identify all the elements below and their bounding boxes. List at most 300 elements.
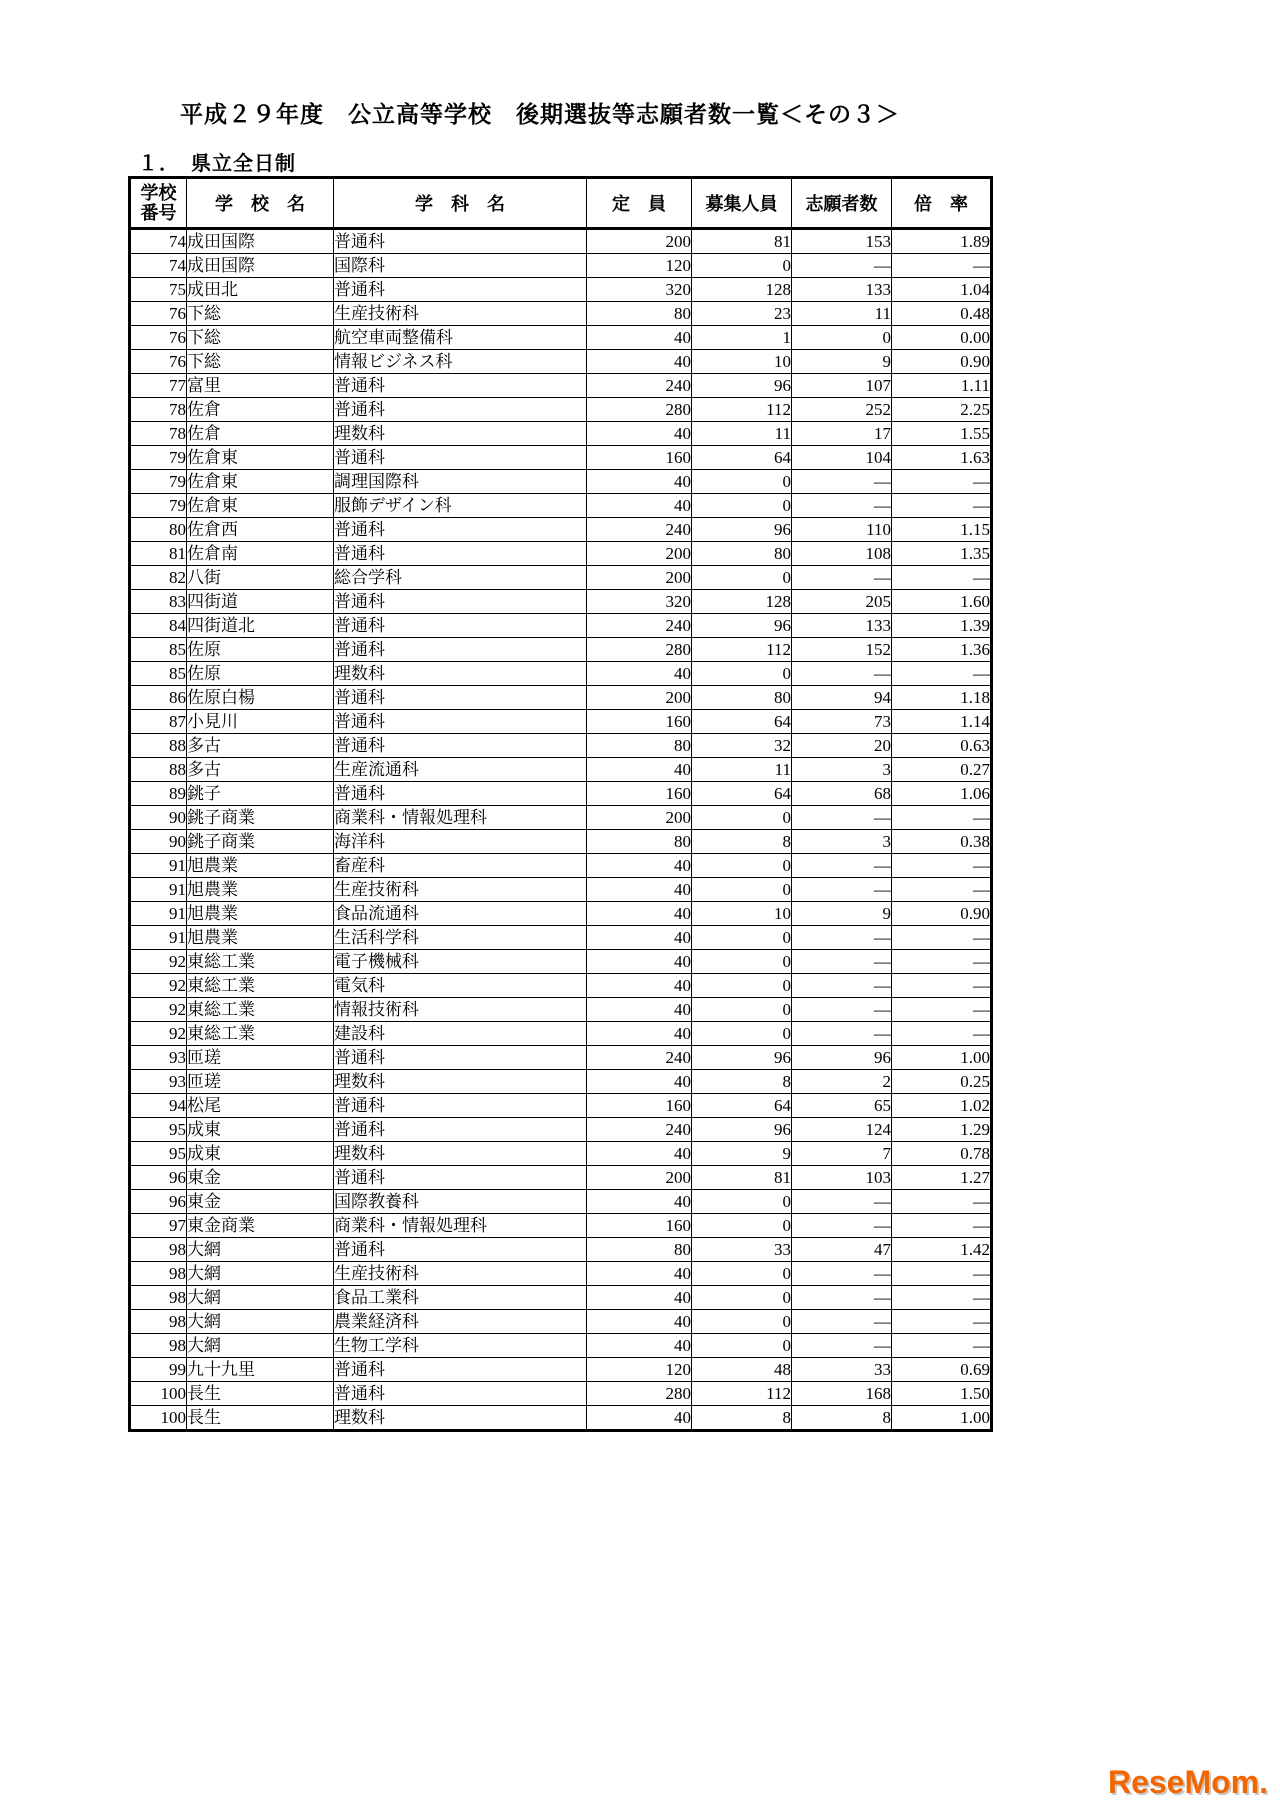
cell-capacity: 240 <box>587 1046 692 1070</box>
cell-recruitment: 33 <box>692 1238 792 1262</box>
table-row <box>130 830 992 854</box>
table-row <box>130 1190 992 1214</box>
cell-applicants: ― <box>792 974 892 998</box>
cell-department: 普通科 <box>334 518 587 542</box>
cell-school-number: 78 <box>130 398 187 422</box>
cell-school-name: 東金 <box>187 1190 334 1214</box>
cell-capacity: 200 <box>587 1166 692 1190</box>
cell-capacity: 40 <box>587 902 692 926</box>
cell-department: 航空車両整備科 <box>334 326 587 350</box>
cell-applicants: 0 <box>792 326 892 350</box>
cell-ratio: 0.90 <box>892 350 992 374</box>
cell-school-name: 佐原 <box>187 662 334 686</box>
cell-department: 普通科 <box>334 1166 587 1190</box>
cell-school-name: 下総 <box>187 326 334 350</box>
cell-capacity: 80 <box>587 302 692 326</box>
cell-department: 総合学科 <box>334 566 587 590</box>
cell-capacity: 200 <box>587 806 692 830</box>
table-row <box>130 1358 992 1382</box>
cell-ratio: 2.25 <box>892 398 992 422</box>
table-row <box>130 1070 992 1094</box>
table-row <box>130 1310 992 1334</box>
cell-ratio: 0.25 <box>892 1070 992 1094</box>
cell-school-number: 79 <box>130 446 187 470</box>
table-row <box>130 326 992 350</box>
cell-applicants: 107 <box>792 374 892 398</box>
cell-capacity: 40 <box>587 854 692 878</box>
table-row <box>130 806 992 830</box>
cell-school-name: 銚子 <box>187 782 334 806</box>
cell-ratio: ― <box>892 950 992 974</box>
cell-capacity: 240 <box>587 1118 692 1142</box>
cell-department: 理数科 <box>334 662 587 686</box>
cell-ratio: 1.50 <box>892 1382 992 1406</box>
cell-school-name: 九十九里 <box>187 1358 334 1382</box>
cell-school-name: 松尾 <box>187 1094 334 1118</box>
cell-ratio: ― <box>892 470 992 494</box>
cell-ratio: 1.29 <box>892 1118 992 1142</box>
cell-school-number: 76 <box>130 302 187 326</box>
table-row <box>130 1142 992 1166</box>
cell-applicants: ― <box>792 806 892 830</box>
cell-ratio: 1.00 <box>892 1406 992 1431</box>
table-row <box>130 374 992 398</box>
resemom-logo: ReseMom. <box>1107 1764 1268 1800</box>
cell-department: 普通科 <box>334 374 587 398</box>
cell-school-name: 銚子商業 <box>187 806 334 830</box>
table-row <box>130 734 992 758</box>
cell-capacity: 40 <box>587 974 692 998</box>
cell-school-name: 佐倉 <box>187 422 334 446</box>
cell-school-number: 87 <box>130 710 187 734</box>
cell-department: 理数科 <box>334 1142 587 1166</box>
table-row <box>130 254 992 278</box>
cell-recruitment: 96 <box>692 1046 792 1070</box>
cell-recruitment: 96 <box>692 614 792 638</box>
cell-applicants: ― <box>792 1262 892 1286</box>
cell-applicants: 9 <box>792 902 892 926</box>
cell-school-name: 富里 <box>187 374 334 398</box>
cell-school-number: 91 <box>130 854 187 878</box>
cell-applicants: ― <box>792 1190 892 1214</box>
cell-school-number: 78 <box>130 422 187 446</box>
cell-applicants: 9 <box>792 350 892 374</box>
cell-school-number: 99 <box>130 1358 187 1382</box>
table-row <box>130 1238 992 1262</box>
cell-ratio: 1.35 <box>892 542 992 566</box>
cell-capacity: 240 <box>587 614 692 638</box>
table-row <box>130 542 992 566</box>
header-recruitment: 募集人員 <box>692 178 792 229</box>
cell-ratio: 0.90 <box>892 902 992 926</box>
cell-department: 普通科 <box>334 710 587 734</box>
cell-school-name: 佐倉東 <box>187 446 334 470</box>
cell-capacity: 40 <box>587 422 692 446</box>
cell-department: 普通科 <box>334 398 587 422</box>
cell-school-name: 佐倉 <box>187 398 334 422</box>
cell-school-number: 74 <box>130 229 187 254</box>
header-ratio: 倍 率 <box>892 178 992 229</box>
cell-applicants: ― <box>792 494 892 518</box>
cell-school-number: 91 <box>130 926 187 950</box>
header-school-number-line2: 番号 <box>140 203 177 223</box>
cell-school-number: 98 <box>130 1238 187 1262</box>
cell-school-number: 83 <box>130 590 187 614</box>
cell-applicants: 96 <box>792 1046 892 1070</box>
cell-school-number: 79 <box>130 494 187 518</box>
cell-department: 普通科 <box>334 542 587 566</box>
cell-department: 生産技術科 <box>334 302 587 326</box>
cell-school-number: 76 <box>130 326 187 350</box>
cell-capacity: 240 <box>587 518 692 542</box>
cell-recruitment: 1 <box>692 326 792 350</box>
page-title: 平成２９年度 公立高等学校 後期選抜等志願者数一覧＜その３＞ <box>180 102 900 127</box>
cell-school-name: 佐原 <box>187 638 334 662</box>
cell-recruitment: 0 <box>692 974 792 998</box>
cell-department: 畜産科 <box>334 854 587 878</box>
cell-school-number: 88 <box>130 758 187 782</box>
cell-capacity: 280 <box>587 1382 692 1406</box>
cell-ratio: 1.04 <box>892 278 992 302</box>
cell-ratio: 0.27 <box>892 758 992 782</box>
table-row <box>130 446 992 470</box>
cell-ratio: 1.18 <box>892 686 992 710</box>
cell-department: 建設科 <box>334 1022 587 1046</box>
cell-school-number: 92 <box>130 1022 187 1046</box>
cell-department: 普通科 <box>334 614 587 638</box>
cell-ratio: ― <box>892 1022 992 1046</box>
cell-capacity: 80 <box>587 734 692 758</box>
cell-capacity: 40 <box>587 926 692 950</box>
header-department: 学 科 名 <box>334 178 587 229</box>
cell-capacity: 200 <box>587 229 692 254</box>
cell-capacity: 40 <box>587 662 692 686</box>
header-school-name: 学 校 名 <box>187 178 334 229</box>
cell-recruitment: 0 <box>692 1262 792 1286</box>
cell-capacity: 40 <box>587 758 692 782</box>
cell-capacity: 80 <box>587 830 692 854</box>
cell-applicants: ― <box>792 470 892 494</box>
cell-school-number: 98 <box>130 1334 187 1358</box>
table-row <box>130 758 992 782</box>
cell-applicants: ― <box>792 926 892 950</box>
cell-ratio: ― <box>892 878 992 902</box>
cell-ratio: ― <box>892 1334 992 1358</box>
cell-capacity: 40 <box>587 1142 692 1166</box>
cell-department: 海洋科 <box>334 830 587 854</box>
cell-capacity: 280 <box>587 638 692 662</box>
cell-applicants: ― <box>792 1286 892 1310</box>
table-row <box>130 614 992 638</box>
cell-recruitment: 23 <box>692 302 792 326</box>
table-row <box>130 422 992 446</box>
cell-recruitment: 81 <box>692 1166 792 1190</box>
cell-department: 情報技術科 <box>334 998 587 1022</box>
cell-school-name: 下総 <box>187 302 334 326</box>
cell-department: 普通科 <box>334 1094 587 1118</box>
cell-applicants: 103 <box>792 1166 892 1190</box>
cell-school-name: 多古 <box>187 734 334 758</box>
cell-school-name: 下総 <box>187 350 334 374</box>
cell-department: 普通科 <box>334 446 587 470</box>
cell-school-name: 長生 <box>187 1406 334 1431</box>
table-row <box>130 1262 992 1286</box>
header-capacity: 定 員 <box>587 178 692 229</box>
cell-department: 普通科 <box>334 229 587 254</box>
cell-ratio: ― <box>892 854 992 878</box>
table-row <box>130 686 992 710</box>
cell-applicants: 73 <box>792 710 892 734</box>
cell-recruitment: 8 <box>692 830 792 854</box>
cell-capacity: 40 <box>587 470 692 494</box>
cell-recruitment: 0 <box>692 1334 792 1358</box>
cell-recruitment: 48 <box>692 1358 792 1382</box>
table-row <box>130 1286 992 1310</box>
cell-ratio: 1.27 <box>892 1166 992 1190</box>
cell-recruitment: 0 <box>692 662 792 686</box>
cell-recruitment: 0 <box>692 878 792 902</box>
cell-ratio: 1.63 <box>892 446 992 470</box>
cell-school-number: 92 <box>130 950 187 974</box>
table-row <box>130 398 992 422</box>
cell-school-name: 佐倉西 <box>187 518 334 542</box>
cell-ratio: 1.39 <box>892 614 992 638</box>
cell-department: 農業経済科 <box>334 1310 587 1334</box>
cell-ratio: ― <box>892 974 992 998</box>
cell-applicants: ― <box>792 566 892 590</box>
cell-department: 電気科 <box>334 974 587 998</box>
cell-department: 普通科 <box>334 638 587 662</box>
cell-applicants: 94 <box>792 686 892 710</box>
cell-capacity: 120 <box>587 254 692 278</box>
cell-department: 生産技術科 <box>334 878 587 902</box>
cell-applicants: 168 <box>792 1382 892 1406</box>
cell-ratio: 1.36 <box>892 638 992 662</box>
cell-school-number: 92 <box>130 998 187 1022</box>
cell-school-number: 96 <box>130 1190 187 1214</box>
cell-recruitment: 0 <box>692 494 792 518</box>
header-school-number-line1: 学校 <box>140 183 177 203</box>
cell-recruitment: 10 <box>692 350 792 374</box>
cell-capacity: 120 <box>587 1358 692 1382</box>
table-row <box>130 518 992 542</box>
cell-school-name: 匝瑳 <box>187 1046 334 1070</box>
cell-school-number: 80 <box>130 518 187 542</box>
cell-applicants: 65 <box>792 1094 892 1118</box>
cell-recruitment: 96 <box>692 1118 792 1142</box>
cell-ratio: 1.02 <box>892 1094 992 1118</box>
cell-school-name: 成田北 <box>187 278 334 302</box>
cell-school-number: 98 <box>130 1286 187 1310</box>
cell-applicants: 252 <box>792 398 892 422</box>
cell-school-number: 77 <box>130 374 187 398</box>
cell-recruitment: 0 <box>692 1190 792 1214</box>
cell-department: 理数科 <box>334 422 587 446</box>
cell-department: 生産技術科 <box>334 1262 587 1286</box>
cell-department: 国際科 <box>334 254 587 278</box>
cell-recruitment: 81 <box>692 229 792 254</box>
table-body <box>130 229 992 1431</box>
table-row <box>130 782 992 806</box>
cell-department: 普通科 <box>334 1118 587 1142</box>
table-row <box>130 998 992 1022</box>
cell-school-number: 86 <box>130 686 187 710</box>
cell-school-number: 100 <box>130 1382 187 1406</box>
cell-school-name: 東総工業 <box>187 1022 334 1046</box>
cell-department: 食品工業科 <box>334 1286 587 1310</box>
cell-school-number: 85 <box>130 638 187 662</box>
cell-department: 食品流通科 <box>334 902 587 926</box>
table-row <box>130 710 992 734</box>
cell-school-number: 100 <box>130 1406 187 1431</box>
table-row <box>130 494 992 518</box>
cell-department: 国際教養科 <box>334 1190 587 1214</box>
cell-recruitment: 8 <box>692 1070 792 1094</box>
cell-recruitment: 128 <box>692 590 792 614</box>
cell-school-number: 96 <box>130 1166 187 1190</box>
cell-recruitment: 0 <box>692 566 792 590</box>
cell-school-number: 97 <box>130 1214 187 1238</box>
cell-department: 普通科 <box>334 686 587 710</box>
cell-capacity: 40 <box>587 1334 692 1358</box>
cell-capacity: 200 <box>587 686 692 710</box>
cell-applicants: 7 <box>792 1142 892 1166</box>
cell-applicants: 152 <box>792 638 892 662</box>
cell-department: 普通科 <box>334 782 587 806</box>
cell-school-name: 旭農業 <box>187 902 334 926</box>
cell-school-name: 佐原白楊 <box>187 686 334 710</box>
table-row <box>130 278 992 302</box>
cell-recruitment: 128 <box>692 278 792 302</box>
cell-school-name: 旭農業 <box>187 878 334 902</box>
cell-school-number: 85 <box>130 662 187 686</box>
cell-ratio: 1.55 <box>892 422 992 446</box>
cell-school-name: 銚子商業 <box>187 830 334 854</box>
cell-applicants: 68 <box>792 782 892 806</box>
cell-applicants: 3 <box>792 758 892 782</box>
cell-capacity: 200 <box>587 542 692 566</box>
cell-school-name: 大網 <box>187 1310 334 1334</box>
cell-school-number: 90 <box>130 806 187 830</box>
cell-applicants: ― <box>792 950 892 974</box>
cell-applicants: 153 <box>792 229 892 254</box>
cell-recruitment: 96 <box>692 374 792 398</box>
cell-recruitment: 10 <box>692 902 792 926</box>
table-row <box>130 302 992 326</box>
cell-ratio: ― <box>892 1190 992 1214</box>
cell-applicants: ― <box>792 1334 892 1358</box>
cell-applicants: 110 <box>792 518 892 542</box>
table-row <box>130 470 992 494</box>
table-row <box>130 638 992 662</box>
cell-capacity: 40 <box>587 998 692 1022</box>
cell-school-name: 大網 <box>187 1286 334 1310</box>
cell-applicants: ― <box>792 1214 892 1238</box>
cell-school-name: 旭農業 <box>187 926 334 950</box>
cell-recruitment: 64 <box>692 782 792 806</box>
cell-applicants: 20 <box>792 734 892 758</box>
cell-applicants: ― <box>792 878 892 902</box>
cell-recruitment: 9 <box>692 1142 792 1166</box>
cell-school-name: 成田国際 <box>187 254 334 278</box>
cell-capacity: 160 <box>587 782 692 806</box>
cell-capacity: 40 <box>587 494 692 518</box>
cell-school-name: 旭農業 <box>187 854 334 878</box>
cell-department: 生産流通科 <box>334 758 587 782</box>
cell-capacity: 320 <box>587 278 692 302</box>
cell-school-number: 93 <box>130 1046 187 1070</box>
cell-applicants: 11 <box>792 302 892 326</box>
cell-school-name: 成東 <box>187 1142 334 1166</box>
cell-department: 生物工学科 <box>334 1334 587 1358</box>
cell-applicants: 8 <box>792 1406 892 1431</box>
cell-school-name: 成東 <box>187 1118 334 1142</box>
cell-applicants: 47 <box>792 1238 892 1262</box>
cell-school-name: 佐倉東 <box>187 470 334 494</box>
cell-capacity: 40 <box>587 350 692 374</box>
cell-capacity: 320 <box>587 590 692 614</box>
table-row <box>130 974 992 998</box>
cell-applicants: ― <box>792 1310 892 1334</box>
cell-applicants: 3 <box>792 830 892 854</box>
cell-capacity: 40 <box>587 1286 692 1310</box>
table-row <box>130 854 992 878</box>
cell-capacity: 40 <box>587 1406 692 1431</box>
cell-school-number: 75 <box>130 278 187 302</box>
cell-capacity: 40 <box>587 1070 692 1094</box>
cell-department: 理数科 <box>334 1406 587 1431</box>
cell-school-name: 東総工業 <box>187 974 334 998</box>
cell-recruitment: 64 <box>692 446 792 470</box>
cell-recruitment: 112 <box>692 1382 792 1406</box>
cell-capacity: 160 <box>587 1214 692 1238</box>
cell-ratio: 0.48 <box>892 302 992 326</box>
cell-applicants: 205 <box>792 590 892 614</box>
cell-school-number: 98 <box>130 1262 187 1286</box>
cell-applicants: ― <box>792 998 892 1022</box>
cell-applicants: 133 <box>792 278 892 302</box>
table-row <box>130 1214 992 1238</box>
cell-department: 服飾デザイン科 <box>334 494 587 518</box>
cell-school-number: 91 <box>130 878 187 902</box>
cell-capacity: 40 <box>587 1310 692 1334</box>
cell-ratio: 1.14 <box>892 710 992 734</box>
table-row <box>130 1406 992 1431</box>
table-row <box>130 229 992 254</box>
cell-school-number: 98 <box>130 1310 187 1334</box>
cell-school-number: 76 <box>130 350 187 374</box>
cell-school-number: 89 <box>130 782 187 806</box>
cell-school-name: 四街道 <box>187 590 334 614</box>
cell-school-name: 大網 <box>187 1334 334 1358</box>
table-row <box>130 1046 992 1070</box>
cell-ratio: 0.78 <box>892 1142 992 1166</box>
cell-recruitment: 0 <box>692 854 792 878</box>
cell-school-number: 88 <box>130 734 187 758</box>
cell-recruitment: 112 <box>692 638 792 662</box>
cell-department: 普通科 <box>334 278 587 302</box>
cell-department: 普通科 <box>334 734 587 758</box>
cell-recruitment: 0 <box>692 1022 792 1046</box>
cell-school-name: 多古 <box>187 758 334 782</box>
cell-school-name: 東総工業 <box>187 950 334 974</box>
cell-department: 生活科学科 <box>334 926 587 950</box>
cell-ratio: ― <box>892 1262 992 1286</box>
cell-applicants: 108 <box>792 542 892 566</box>
cell-department: 商業科・情報処理科 <box>334 1214 587 1238</box>
table-row <box>130 1094 992 1118</box>
cell-ratio: ― <box>892 566 992 590</box>
